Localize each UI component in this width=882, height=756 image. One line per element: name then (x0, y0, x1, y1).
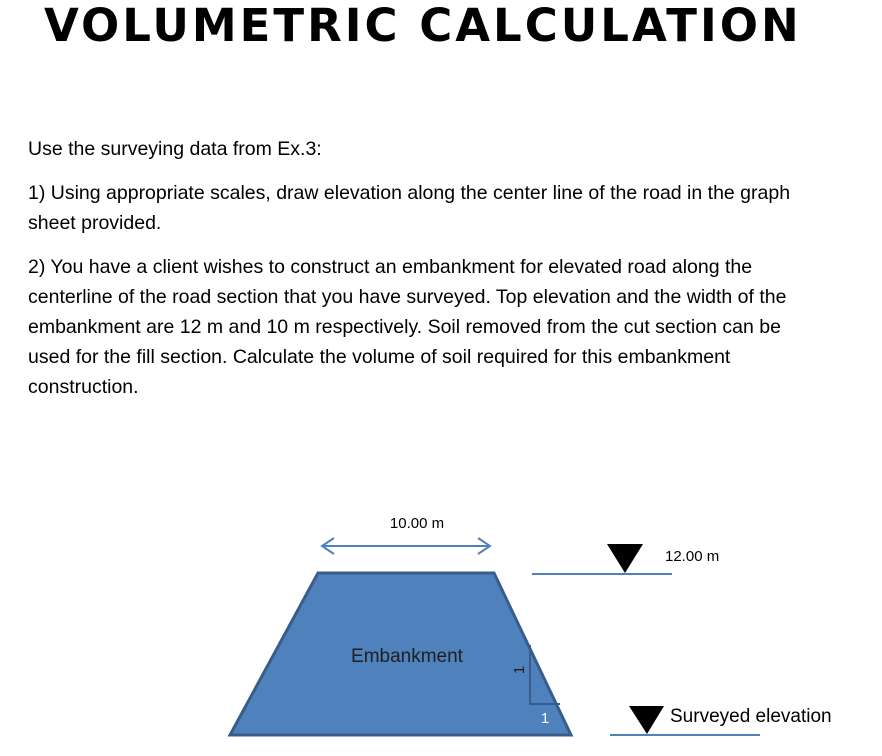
surveyed-elevation-label: Surveyed elevation (670, 706, 832, 727)
intro-paragraph: Use the surveying data from Ex.3: (28, 138, 322, 160)
embankment-label: Embankment (351, 646, 463, 667)
top-elevation-label: 12.00 m (665, 548, 720, 565)
task-2-paragraph: 2) You have a client wishes to construct an embankment for elevated road along the centerline of the road section that you have surveyed. Top elevation and the width of the embankment are 12 m and 10 m respectively. Soil removed from the cut section can be used for the fill section. Calculate the volume of soil required for this embankment construction. (28, 256, 787, 398)
slope-horizontal-label: 1 (540, 710, 550, 727)
width-label: 10.00 m (389, 515, 445, 532)
surveyed-elevation-marker-icon (629, 706, 664, 734)
task-1-paragraph: 1) Using appropriate scales, draw elevation along the center line of the road in the graph sheet provided. (28, 182, 791, 234)
page-title: VOLUMETRIC CALCULATION (44, 0, 802, 52)
top-elevation-marker-icon (607, 544, 643, 573)
slope-vertical-label: 1 (511, 665, 528, 675)
width-dimension-arrow (322, 538, 490, 554)
